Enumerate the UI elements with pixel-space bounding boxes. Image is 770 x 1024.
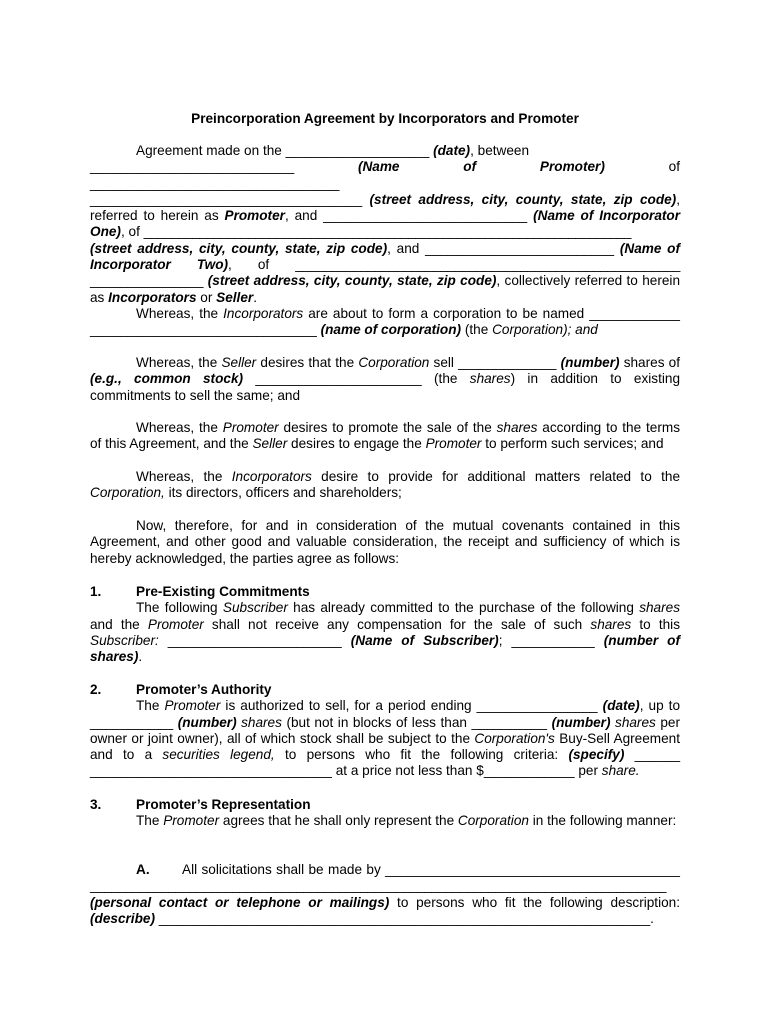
term-shares: shares — [610, 714, 656, 730]
term-seller: Seller — [221, 355, 257, 370]
blank-line: ___________________________ — [90, 159, 295, 175]
text: The following — [136, 600, 223, 616]
subsection-label: A. — [136, 862, 150, 877]
number-label: (number) — [173, 714, 237, 730]
address-label: (street address, city, county, state, zip code) — [90, 240, 388, 256]
text: to persons who fit the following criteria: — [274, 747, 569, 763]
section-heading: Promoter’s Representation — [136, 797, 311, 812]
section-heading: Pre-Existing Commitments — [136, 584, 310, 599]
text: to perform such services; and — [481, 436, 664, 452]
blank-line: ____________________________________ — [90, 191, 363, 207]
term-promoter: Promoter — [425, 436, 482, 452]
subscriber-name-label: (Name of Subscriber) — [350, 632, 499, 648]
blank-line: ___________ — [90, 714, 174, 730]
blank-line: _______________________ — [158, 632, 351, 648]
term-shares: shares — [469, 371, 511, 387]
paragraph-whereas-corporation — [90, 306, 680, 339]
blank-line: ______ — [624, 747, 681, 763]
solicitation-method-label: (personal contact or telephone or mailings) — [90, 894, 390, 910]
text: Agreement made on the — [136, 143, 286, 158]
text: Whereas, the — [136, 355, 222, 370]
blank-line: ___________ — [511, 632, 595, 648]
blank-line: ____________ — [483, 763, 575, 779]
text: desires to promote the sale of the — [278, 420, 497, 435]
text: (the — [421, 371, 470, 387]
text: The — [136, 813, 164, 829]
term-subscriber: Subscriber: — [90, 632, 159, 648]
term-promoter: Promoter — [147, 616, 204, 632]
date-field-label: (date) — [597, 698, 640, 714]
term-promoter: Promoter — [163, 813, 220, 829]
text: referred to herein as — [90, 208, 225, 224]
term-shares: shares — [590, 616, 632, 632]
text: Buy-Sell Agreement and to a — [90, 730, 680, 763]
paragraph-now-therefore — [90, 518, 680, 567]
paragraph-whereas-promoter — [90, 420, 680, 453]
text: and the — [90, 616, 148, 632]
blank-line: ______________________ — [255, 371, 422, 387]
term-corporation: Corporation's — [474, 730, 555, 746]
text: ); and — [563, 322, 598, 338]
term-promoter: Promoter — [222, 420, 279, 435]
paragraph-parties: Agreement made on the ___________________ (date), between ___________________________ (Name of Promoter) of _________________________________ ____________________________________ (street address, city, county, state, zip code), referred to herein as Promoter, and ___________________________ (Name of Incorporator One), of ______________________________________________________________________ (street address, city, county, state, zip code), and _________________________ (Name of Incorporator Two), of _____________________________________________________ _______________ (street address, city, county, state, zip code), collectively referred to herein as Incorporators or Seller. — [90, 143, 681, 305]
text: according to the terms of this Agreement, and the — [90, 420, 680, 452]
subsection-a — [90, 862, 680, 927]
describe-label: (describe) — [90, 910, 155, 926]
text: . — [650, 910, 654, 926]
text: has already committed to the purchase of the following — [287, 600, 640, 616]
text: sell — [429, 355, 459, 370]
date-field-label: (date) — [433, 143, 471, 158]
text: , and — [387, 240, 426, 256]
address-label: (street address, city, county, state, zip code) — [207, 273, 497, 289]
text: Whereas, the — [136, 306, 224, 321]
text: . — [253, 289, 257, 305]
section-3 — [90, 797, 680, 830]
blank-line: ____________ — [589, 306, 680, 321]
text: desires to engage the — [287, 436, 426, 452]
text: All solicitations shall be made by — [182, 862, 386, 877]
text: at a price not less than $ — [331, 763, 484, 779]
corporation-name-label: (name of corporation) — [320, 322, 462, 338]
term-corporation: Corporation — [492, 322, 564, 338]
term-shares: shares — [496, 420, 538, 435]
blank-line: _______________ — [90, 273, 204, 289]
blank-line: _________________________________________________________________________________ — [90, 878, 666, 894]
term-corporation: Corporation, — [90, 485, 165, 501]
address-label: (street address, city, county, state, zip code) — [369, 191, 677, 207]
term-promoter: Promoter — [164, 698, 221, 714]
text: shares of — [619, 355, 681, 370]
incorporator-one-label: (Name of Incorporator One) — [90, 208, 681, 240]
text: , and — [284, 208, 324, 224]
text: The — [136, 698, 165, 714]
text: desires that the — [256, 355, 359, 370]
term-shares: shares — [236, 714, 282, 730]
text: are about to form a corporation to be named — [303, 306, 590, 321]
term-incorporators: Incorporators — [108, 289, 197, 305]
term-seller: Seller — [252, 436, 288, 452]
blank-line: _____________ — [458, 355, 557, 370]
text: agrees that he shall only represent the — [219, 813, 458, 829]
blank-line: _________________________ — [425, 240, 615, 256]
blank-line: ______________________________________________________________________ — [143, 224, 631, 240]
text: (but not in blocks of less than — [281, 714, 472, 730]
text: per — [574, 763, 602, 779]
text: Now, therefore, for and in consideration of the mutual covenants contained in this Agreement, and other good and valuable consideration, the receipt and sufficiency of which is hereby acknowledged, the parties agree as follows: — [90, 518, 680, 566]
blank-line: ___________________________ — [323, 208, 528, 224]
blank-line: ______________________________ — [90, 322, 317, 338]
blank-line: _____________________________________________________ — [295, 257, 681, 273]
text: of — [668, 159, 680, 175]
text: or — [196, 289, 217, 305]
blank-line: ________________________________ — [90, 763, 332, 779]
section-number: 3. — [90, 797, 102, 812]
term-incorporators: Incorporators — [231, 469, 312, 484]
paragraph-whereas-incorporators — [90, 469, 680, 502]
term-promoter: Promoter — [224, 208, 285, 224]
term-corporation: Corporation — [358, 355, 430, 370]
text: (the — [461, 322, 493, 338]
text: . — [138, 649, 143, 665]
number-of-shares-label: (number of shares) — [90, 632, 680, 665]
blank-line: __________ — [471, 714, 548, 730]
text: desire to provide for additional matters related to the — [311, 469, 680, 484]
paragraph-whereas-seller — [90, 355, 680, 404]
blank-line: _______________________________________ — [385, 862, 680, 877]
text: , between — [470, 143, 530, 158]
text: , collectively referred to herein as — [90, 273, 680, 305]
text: , up to — [639, 698, 681, 714]
section-1 — [90, 584, 680, 665]
term-securities-legend: securities legend, — [162, 747, 275, 763]
text: ; — [498, 632, 512, 648]
text: in the following manner: — [528, 813, 677, 829]
text: per owner or joint owner), all of which stock shall be subject to the — [90, 714, 680, 746]
text: to persons who fit the following description: — [389, 894, 680, 910]
text: Whereas, the — [136, 420, 223, 435]
term-subscriber: Subscriber — [222, 600, 288, 616]
text: shall not receive any compensation for the sale of such — [203, 616, 591, 632]
text: ) in addition to existing commitments to sell the same; and — [90, 371, 680, 403]
term-seller: Seller — [216, 289, 254, 305]
incorporator-two-label: (Name of Incorporator Two) — [90, 240, 681, 273]
promoter-name-label: (Name of Promoter) — [357, 159, 605, 175]
blank-line: ___________________ — [285, 143, 430, 158]
number-label: (number) — [560, 355, 620, 370]
stock-type-label: (e.g., common stock) — [90, 371, 244, 387]
term-incorporators: Incorporators — [223, 306, 304, 321]
text: Whereas, the — [136, 469, 232, 484]
term-share: share. — [601, 763, 640, 779]
specify-label: (specify) — [568, 747, 625, 763]
text: is authorized to sell, for a period ending — [220, 698, 477, 714]
text: its directors, officers and shareholders; — [164, 485, 402, 501]
number-label: (number) — [547, 714, 611, 730]
text: , of — [228, 257, 270, 273]
blank-line: _________________________________ — [90, 175, 340, 191]
blank-line: ________________ — [476, 698, 598, 714]
section-number: 1. — [90, 584, 102, 599]
section-heading: Promoter’s Authority — [136, 682, 272, 697]
document-title: Preincorporation Agreement by Incorporators and Promoter — [191, 111, 579, 126]
blank-line: _________________________________________________________________ — [154, 910, 651, 926]
text: to this — [631, 616, 680, 632]
text: , of — [120, 224, 140, 240]
term-corporation: Corporation — [457, 813, 529, 829]
section-2 — [90, 682, 680, 780]
section-number: 2. — [90, 682, 102, 697]
term-shares: shares — [639, 600, 680, 616]
